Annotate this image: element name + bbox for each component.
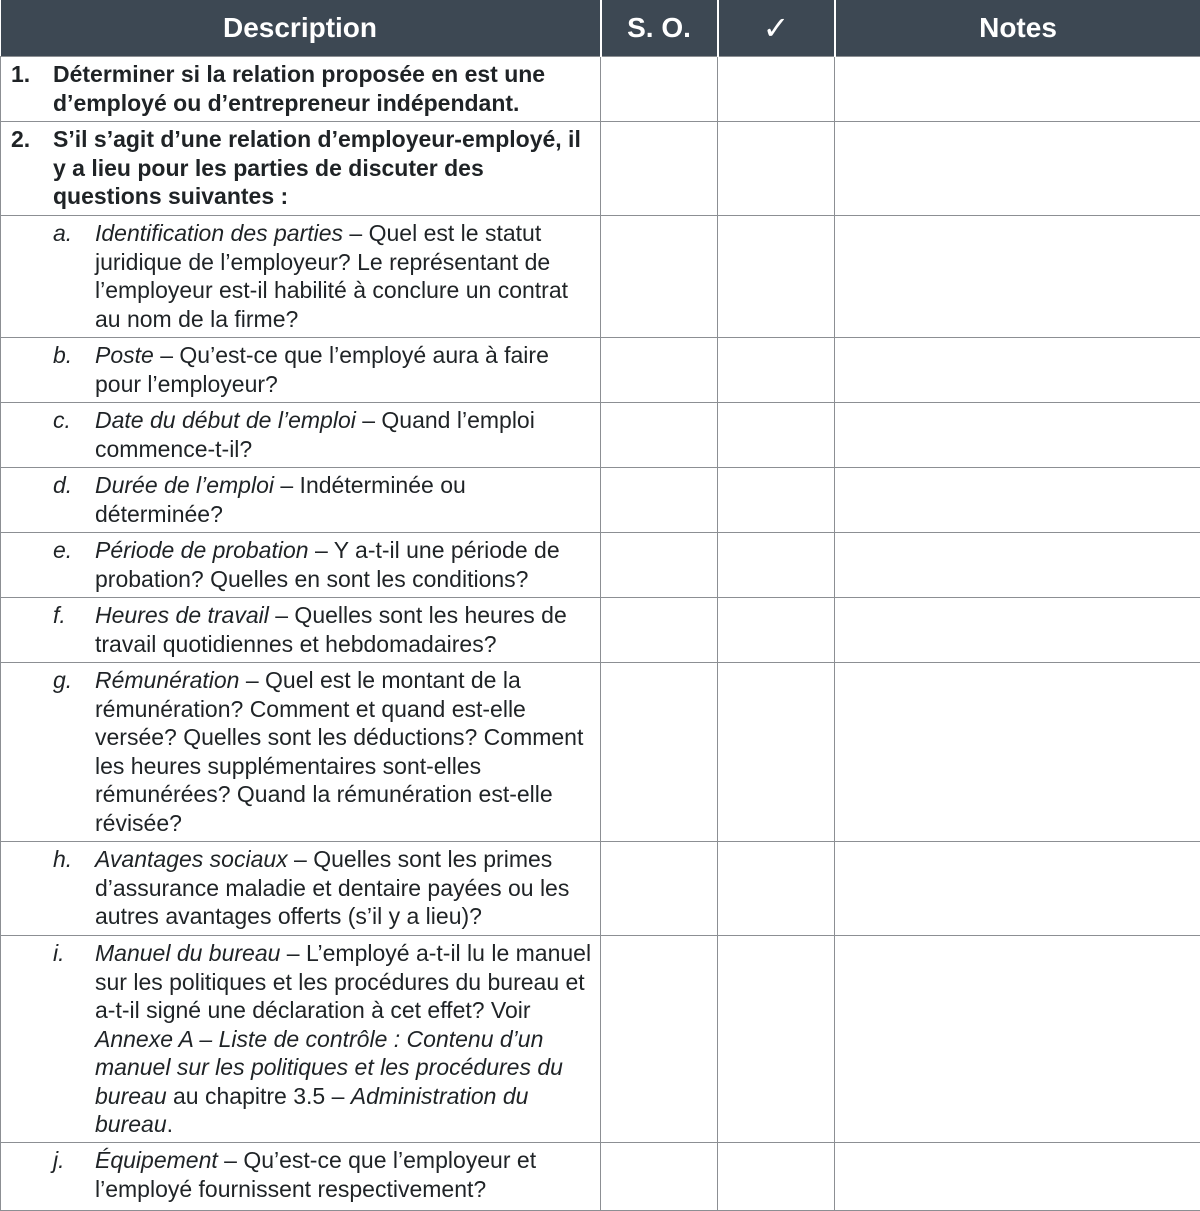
item-topic: Identification des parties	[95, 220, 343, 246]
row-description	[1, 533, 601, 598]
item-marker: 1.	[11, 60, 53, 117]
item-text	[95, 341, 592, 398]
item-detail: – Quel est le statut juridique de l’employeur? Le représentant de l’employeur est-il habilité à conclure un contrat au nom de la firme?	[95, 220, 568, 332]
item-text	[95, 601, 592, 658]
check-cell[interactable]	[718, 533, 835, 598]
item-text	[95, 536, 592, 593]
check-cell[interactable]	[718, 663, 835, 842]
checklist-row	[1, 842, 1200, 936]
notes-cell[interactable]	[835, 216, 1200, 338]
so-cell[interactable]	[601, 122, 718, 216]
item-marker: a.	[11, 219, 95, 333]
item-text	[53, 60, 592, 117]
check-cell[interactable]	[718, 936, 835, 1143]
item-topic: Manuel du bureau	[95, 940, 280, 966]
item-text	[95, 845, 592, 931]
so-cell[interactable]	[601, 338, 718, 403]
item-text	[95, 406, 592, 463]
item-text	[95, 939, 592, 1139]
item-topic: Heures de travail	[95, 602, 269, 628]
row-description	[1, 842, 601, 936]
item-text	[95, 666, 592, 837]
row-description	[1, 468, 601, 533]
item-detail: – L’employé a-t-il lu le manuel sur les politiques et les procédures du bureau et a-t-il signé une déclaration à cet effet? Voir	[95, 940, 591, 1023]
check-cell[interactable]	[718, 842, 835, 936]
checklist-row	[1, 122, 1200, 216]
notes-cell[interactable]	[835, 122, 1200, 216]
item-detail: – Qu’est-ce que l’employé aura à faire pour l’employeur?	[95, 342, 549, 397]
checklist-row	[1, 468, 1200, 533]
checklist-body	[1, 57, 1200, 1211]
item-topic: Administration du bureau	[95, 1083, 528, 1138]
so-cell[interactable]	[601, 663, 718, 842]
item-topic: Date du début de l’emploi	[95, 407, 356, 433]
row-description	[1, 936, 601, 1143]
notes-cell[interactable]	[835, 936, 1200, 1143]
item-topic: Avantages sociaux	[95, 846, 288, 872]
notes-cell[interactable]	[835, 57, 1200, 122]
item-marker: f.	[11, 601, 95, 658]
header-not-applicable: S. O.	[601, 0, 718, 57]
notes-cell[interactable]	[835, 403, 1200, 468]
item-detail: – Quelles sont les heures de travail quotidiennes et hebdomadaires?	[95, 602, 567, 657]
notes-cell[interactable]	[835, 338, 1200, 403]
notes-cell[interactable]	[835, 533, 1200, 598]
row-description	[1, 663, 601, 842]
item-text	[95, 471, 592, 528]
so-cell[interactable]	[601, 936, 718, 1143]
item-detail: – Quand l’emploi commence-t-il?	[95, 407, 535, 462]
item-marker: j.	[11, 1146, 95, 1203]
item-marker: i.	[11, 939, 95, 1139]
item-marker: g.	[11, 666, 95, 837]
item-topic: Poste	[95, 342, 154, 368]
notes-cell[interactable]	[835, 468, 1200, 533]
item-topic: Équipement	[95, 1147, 218, 1173]
item-detail: – Qu’est-ce que l’employeur et l’employé fournissent respectivement?	[95, 1147, 536, 1202]
item-marker: c.	[11, 406, 95, 463]
check-cell[interactable]	[718, 598, 835, 663]
checkmark-icon: ✓	[763, 9, 790, 47]
item-detail: – Indéterminée ou déterminée?	[95, 472, 466, 527]
item-marker: e.	[11, 536, 95, 593]
checklist-row	[1, 598, 1200, 663]
so-cell[interactable]	[601, 842, 718, 936]
item-text	[53, 125, 592, 211]
item-topic: Période de probation	[95, 537, 309, 563]
so-cell[interactable]	[601, 598, 718, 663]
notes-cell[interactable]	[835, 598, 1200, 663]
check-cell[interactable]	[718, 57, 835, 122]
item-detail: au chapitre 3.5 –	[167, 1083, 351, 1109]
checklist-row	[1, 216, 1200, 338]
checklist-row	[1, 403, 1200, 468]
so-cell[interactable]	[601, 1143, 718, 1211]
header-notes: Notes	[835, 0, 1200, 57]
so-cell[interactable]	[601, 57, 718, 122]
checklist-row	[1, 663, 1200, 842]
so-cell[interactable]	[601, 468, 718, 533]
item-detail: – Quelles sont les primes d’assurance maladie et dentaire payées ou les autres avantages offerts (s’il y a lieu)?	[95, 846, 569, 929]
item-marker: h.	[11, 845, 95, 931]
checklist-row	[1, 936, 1200, 1143]
check-cell[interactable]	[718, 122, 835, 216]
row-description	[1, 216, 601, 338]
check-cell[interactable]	[718, 1143, 835, 1211]
checklist-row	[1, 1143, 1200, 1211]
item-detail: – Y a-t-il une période de probation? Quelles en sont les conditions?	[95, 537, 560, 592]
item-detail: S’il s’agit d’une relation d’employeur-employé, il y a lieu pour les parties de discuter des questions suivantes :	[53, 126, 581, 209]
so-cell[interactable]	[601, 533, 718, 598]
checklist-row	[1, 533, 1200, 598]
notes-cell[interactable]	[835, 842, 1200, 936]
check-cell[interactable]	[718, 216, 835, 338]
item-topic: Annexe A – Liste de contrôle : Contenu d’un manuel sur les politiques et les procédures du bureau	[95, 1026, 563, 1109]
so-cell[interactable]	[601, 403, 718, 468]
header-check	[718, 0, 835, 57]
checklist-row	[1, 57, 1200, 122]
item-detail: Déterminer si la relation proposée en est une d’employé ou d’entrepreneur indépendant.	[53, 61, 545, 116]
row-description	[1, 403, 601, 468]
row-description	[1, 1143, 601, 1211]
checklist-row	[1, 338, 1200, 403]
item-text	[95, 219, 592, 333]
check-cell[interactable]	[718, 338, 835, 403]
row-description	[1, 338, 601, 403]
check-cell[interactable]	[718, 468, 835, 533]
item-marker: d.	[11, 471, 95, 528]
so-cell[interactable]	[601, 216, 718, 338]
notes-cell[interactable]	[835, 663, 1200, 842]
row-description	[1, 57, 601, 122]
item-marker: 2.	[11, 125, 53, 211]
row-description	[1, 122, 601, 216]
header-description: Description	[1, 0, 601, 57]
header-row	[1, 0, 1200, 57]
check-cell[interactable]	[718, 403, 835, 468]
notes-cell[interactable]	[835, 1143, 1200, 1211]
item-topic: Durée de l’emploi	[95, 472, 274, 498]
item-marker: b.	[11, 341, 95, 398]
item-topic: Rémunération	[95, 667, 239, 693]
item-detail: .	[167, 1111, 173, 1137]
row-description	[1, 598, 601, 663]
item-text	[95, 1146, 592, 1203]
item-detail: – Quel est le montant de la rémunération? Comment et quand est-elle versée? Quelles sont les déductions? Comment les heures supplémentaires sont-elles rémunérées? Quand la rémunération est-elle révisée?	[95, 667, 583, 836]
